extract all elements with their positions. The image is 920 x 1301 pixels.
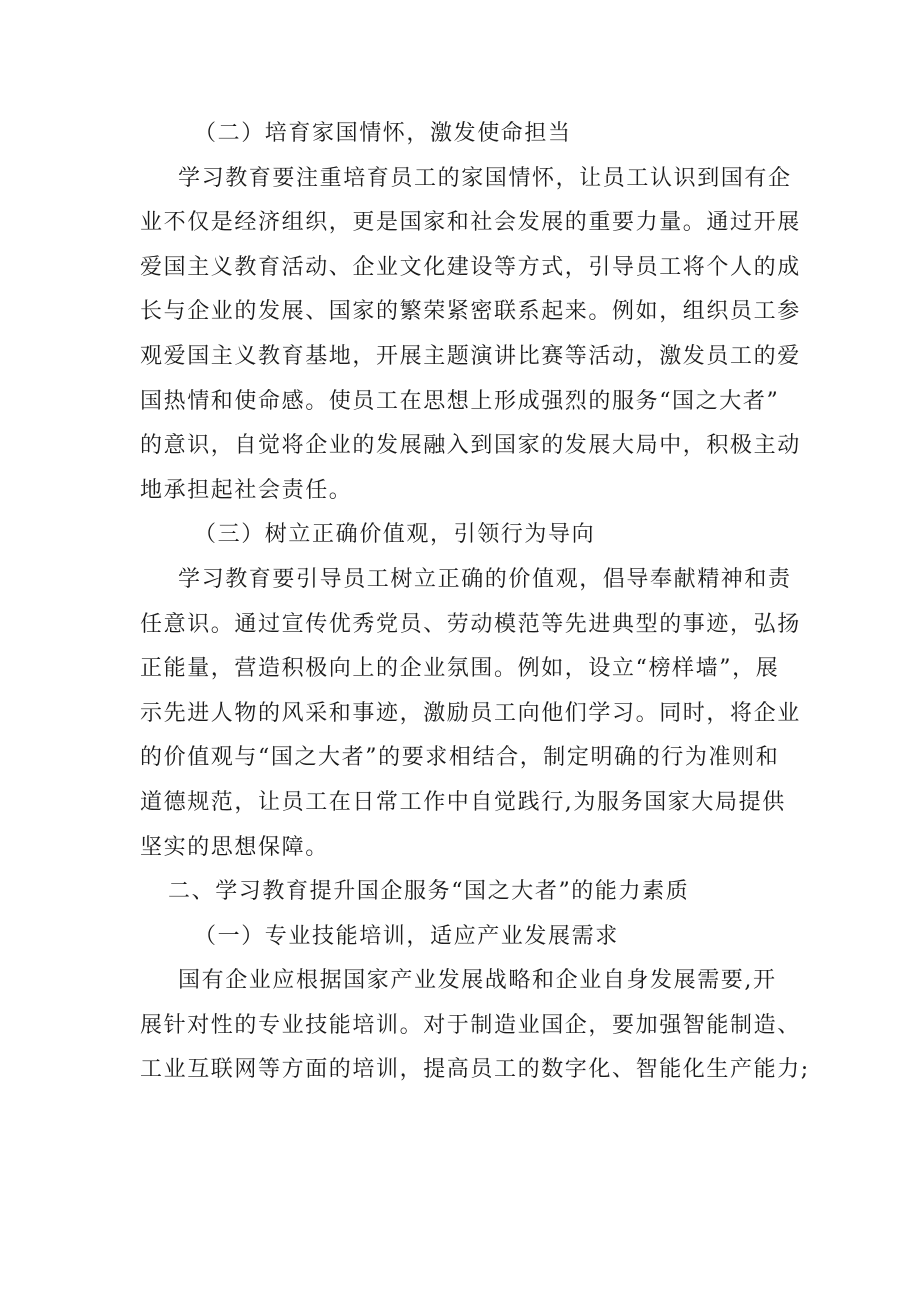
paragraph-line: 工业互联网等方面的培训，提高员工的数字化、智能化生产能力; xyxy=(140,1057,810,1083)
paragraph-line: 道德规范，让员工在日常工作中自觉践行,为服务国家大局提供 xyxy=(140,789,786,815)
paragraph-line: 业不仅是经济组织，更是国家和社会发展的重要力量。通过开展 xyxy=(140,210,801,236)
chapter-heading-2: 二、学习教育提升国企服务“国之大者”的能力素质 xyxy=(168,879,690,905)
paragraph-line: 国有企业应根据国家产业发展战略和企业自身发展需要,开 xyxy=(178,968,777,994)
section-heading-3: （三）树立正确价值观，引领行为导向 xyxy=(194,522,596,548)
paragraph-line: 展针对性的专业技能培训。对于制造业国企，要加强智能制造、 xyxy=(140,1012,801,1038)
paragraph-line: 学习教育要注重培育员工的家国情怀，让员工认识到国有企 xyxy=(178,165,792,191)
document-body xyxy=(140,112,810,1093)
paragraph-line: 长与企业的发展、国家的繁荣紧密联系起来。例如，组织员工参 xyxy=(140,299,801,325)
paragraph-line: 观爱国主义教育基地，开展主题演讲比赛等活动，激发员工的爱 xyxy=(140,343,801,369)
paragraph-line: 任意识。通过宣传优秀党员、劳动模范等先进典型的事迹，弘扬 xyxy=(140,611,801,637)
paragraph-line: 学习教育要引导员工树立正确的价值观，倡导奉献精神和责 xyxy=(178,566,792,592)
section-heading-1: （一）专业技能培训，适应产业发展需求 xyxy=(194,923,619,949)
paragraph-line: 的价值观与“国之大者”的要求相结合，制定明确的行为准则和 xyxy=(140,745,780,771)
paragraph-line: 示先进人物的风采和事迹，激励员工向他们学习。同时，将企业 xyxy=(140,700,801,726)
paragraph-line: 地承担起社会责任。 xyxy=(140,477,353,503)
paragraph-line: 的意识，自觉将企业的发展融入到国家的发展大局中，积极主动 xyxy=(140,433,801,459)
paragraph-line: 国热情和使命感。使员工在思想上形成强烈的服务“国之大者” xyxy=(140,388,780,414)
section-heading-2: （二）培育家国情怀，激发使命担当 xyxy=(194,121,572,146)
paragraph-line: 坚实的思想保障。 xyxy=(140,834,329,860)
paragraph-line: 爱国主义教育活动、企业文化建设等方式，引导员工将个人的成 xyxy=(140,254,801,280)
paragraph-line: 正能量，营造积极向上的企业氛围。例如，设立“榜样墙”，展 xyxy=(140,656,780,682)
